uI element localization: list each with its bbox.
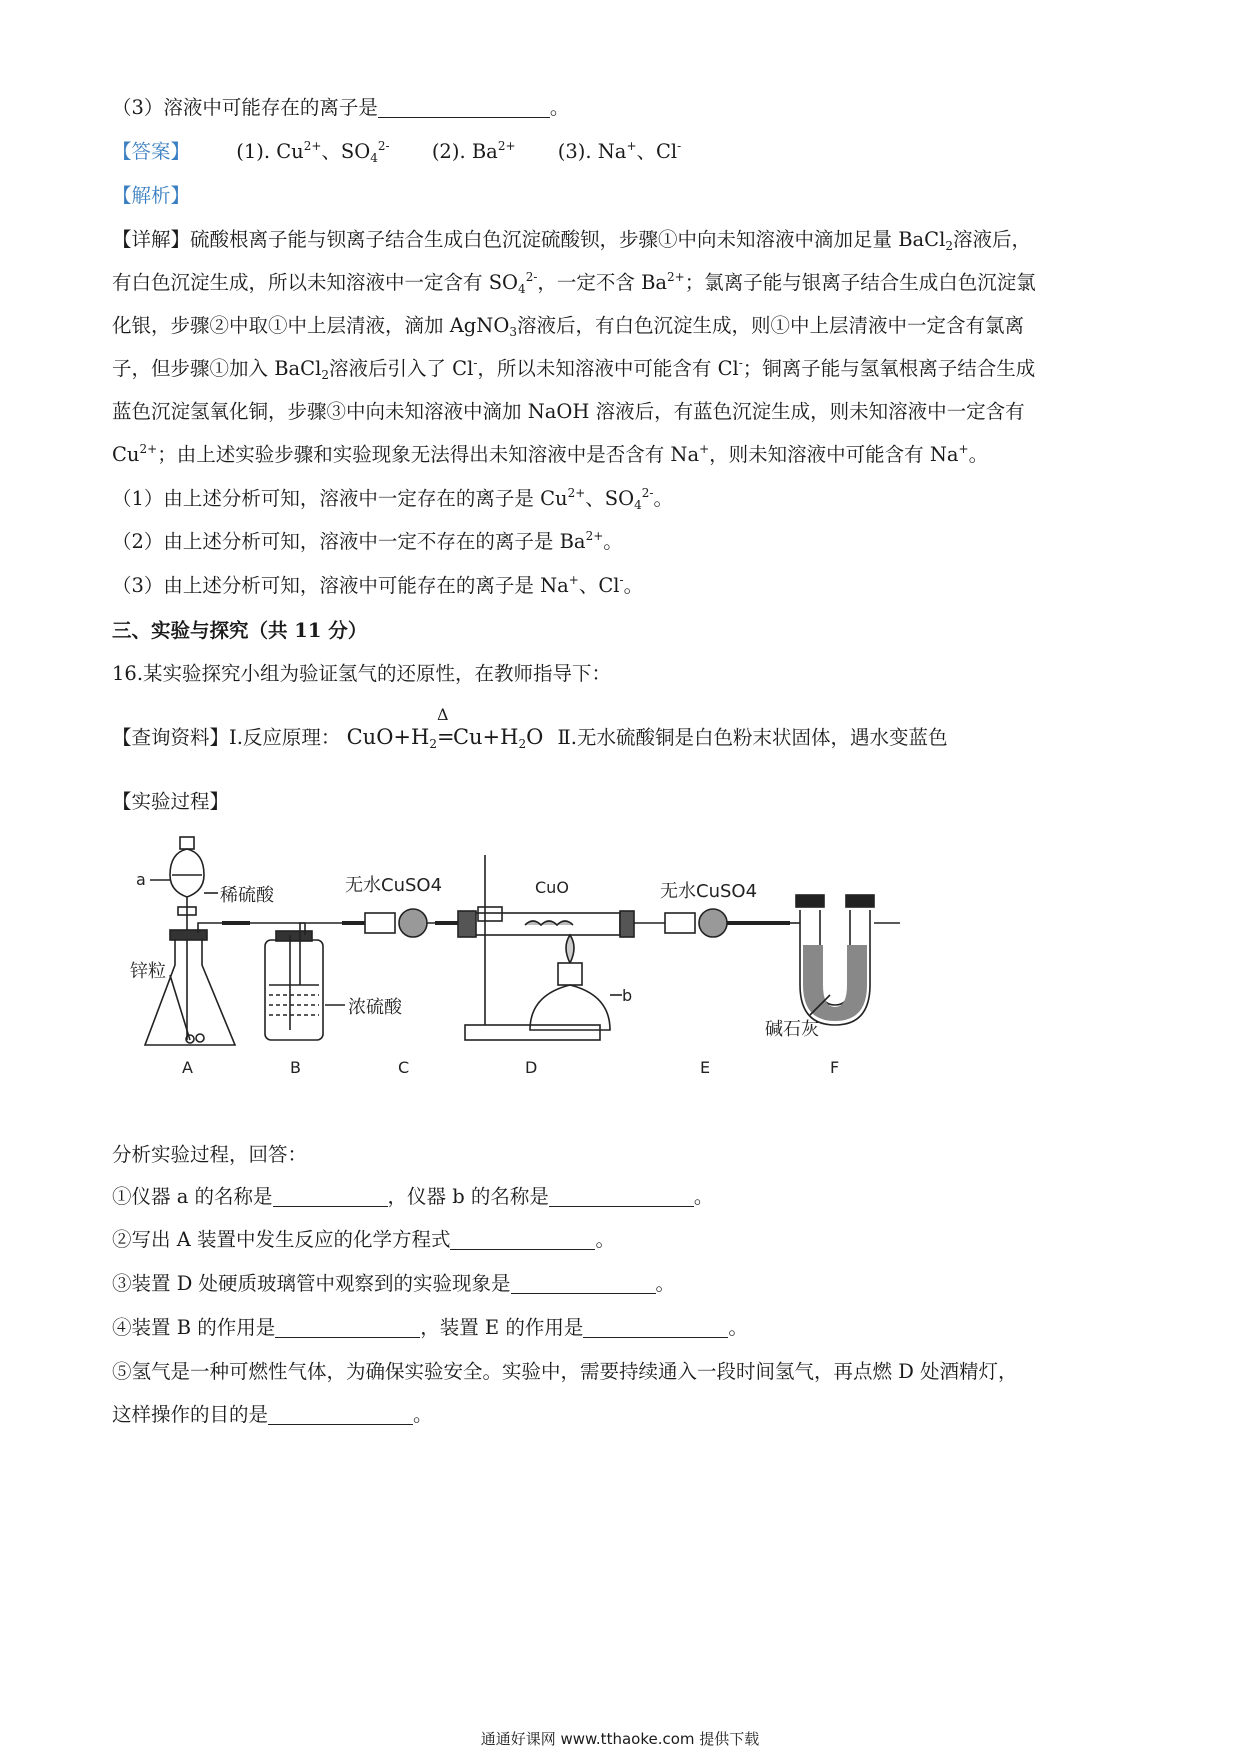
detail-line-2: 有白色沉淀生成，所以未知溶液中一定含有 $SO_4^{2-}$，一定不含 $Ba^{2+}$；氯离子能与银离子结合生成白色沉淀氯 bbox=[112, 270, 1036, 296]
answer-line bbox=[112, 138, 681, 166]
answer-2: (2). $Ba^{2+}$ bbox=[431, 139, 516, 163]
label-b: b bbox=[622, 986, 633, 1005]
reaction-equation: $CuO+H_2$ Δ $=Cu+H_2O$ bbox=[347, 725, 544, 749]
question-3: ③装置 D 处硬质玻璃管中观察到的实验现象是 。 bbox=[112, 1272, 676, 1295]
answer-1: (1). $Cu^{2+}$、$SO_4^{2-}$ bbox=[236, 139, 390, 165]
apparatus-diagram bbox=[130, 835, 1030, 1090]
answer-blank[interactable] bbox=[273, 1186, 388, 1207]
answer-label: 【答案】 bbox=[112, 140, 191, 163]
label-cuo: CuO bbox=[535, 878, 569, 897]
label-anhydrous-cuso4-1: 无水CuSO4 bbox=[345, 875, 443, 896]
wash-bottle-b bbox=[265, 940, 323, 1040]
process-label: 【实验过程】 bbox=[112, 790, 230, 813]
question-2: ②写出 A 装置中发生反应的化学方程式 。 bbox=[112, 1228, 615, 1251]
q16-intro: 16.某实验探究小组为验证氢气的还原性，在教师指导下： bbox=[112, 662, 612, 685]
label-soda-lime: 碱石灰 bbox=[765, 1019, 819, 1040]
answer-blank[interactable] bbox=[268, 1404, 413, 1425]
label-A: A bbox=[182, 1058, 193, 1077]
answer-blank[interactable] bbox=[549, 1186, 694, 1207]
drying-tube-e bbox=[665, 913, 695, 933]
question-4: ④装置 B 的作用是 ，装置 E 的作用是 。 bbox=[112, 1316, 748, 1339]
conclusion-3: （3）由上述分析可知，溶液中可能存在的离子是 Na+、Cl-。 bbox=[112, 573, 644, 597]
alcohol-lamp-b bbox=[530, 985, 610, 1030]
answer-blank[interactable] bbox=[583, 1317, 728, 1338]
separatory-funnel bbox=[170, 849, 204, 897]
answer-blank[interactable] bbox=[275, 1317, 420, 1338]
answer-3: (3). Na+、Cl- bbox=[557, 139, 682, 163]
answer-blank[interactable] bbox=[450, 1229, 595, 1250]
drying-tube-c bbox=[365, 913, 395, 933]
label-anhydrous-cuso4-2: 无水CuSO4 bbox=[660, 881, 758, 902]
label-conc-acid: 浓硫酸 bbox=[348, 997, 402, 1018]
label-C: C bbox=[398, 1058, 410, 1077]
label-a: a bbox=[136, 870, 146, 889]
label-D: D bbox=[525, 1058, 538, 1077]
footer: 通通好课网 www.tthaoke.com 提供下载 bbox=[480, 1730, 760, 1748]
question-5-cont: 这样操作的目的是 。 bbox=[112, 1403, 433, 1426]
q15-part3: （3）溶液中可能存在的离子是 。 bbox=[112, 96, 570, 119]
conclusion-1: （1）由上述分析可知，溶液中一定存在的离子是 $Cu^{2+}$、$SO_4^{2-}$。 bbox=[112, 486, 674, 512]
answer-blank[interactable] bbox=[511, 1273, 656, 1294]
question-5: ⑤氢气是一种可燃性气体，为确保实验安全。实验中，需要持续通入一段时间氢气，再点燃 D 处酒精灯， bbox=[112, 1360, 1018, 1383]
conclusion-2: （2）由上述分析可知，溶液中一定不存在的离子是 $Ba^{2+}$。 bbox=[112, 529, 623, 553]
detail-line-4: 子，但步骤①加入 BaCl$_2$溶液后引入了 Cl-，所以未知溶液中可能含有 Cl-；铜离子能与氢氧根离子结合生成 bbox=[112, 356, 1036, 382]
label-E: E bbox=[700, 1058, 711, 1077]
label-B: B bbox=[290, 1058, 301, 1077]
analysis-label: 【解析】 bbox=[112, 184, 191, 207]
answer-blank[interactable] bbox=[378, 97, 550, 118]
label-dilute-acid: 稀硫酸 bbox=[220, 885, 274, 906]
questions-intro: 分析实验过程，回答： bbox=[112, 1143, 308, 1166]
heat-symbol: Δ bbox=[436, 705, 449, 724]
detail-line-1: 【详解】硫酸根离子能与钡离子结合生成白色沉淀硫酸钡，步骤①中向未知溶液中滴加足量 BaCl$_2$溶液后， bbox=[112, 228, 1031, 253]
conical-flask-a bbox=[145, 935, 235, 1045]
section-heading: 三、实验与探究（共 11 分） bbox=[112, 619, 368, 642]
detail-line-6: $Cu^{2+}$；由上述实验步骤和实验现象无法得出未知溶液中是否含有 Na+，则未知溶液中可能含有 Na+。 bbox=[112, 442, 989, 466]
label-zinc: 锌粒 bbox=[130, 961, 166, 982]
question-1: ①仪器 a 的名称是 ，仪器 b 的名称是 。 bbox=[112, 1185, 714, 1208]
detail-line-3: 化银，步骤②中取①中上层清液，滴加 AgNO$_3$溶液后，有白色沉淀生成，则①中上层清液中一定含有氯离 bbox=[112, 314, 1024, 339]
detail-line-5: 蓝色沉淀氢氧化铜，步骤③中向未知溶液中滴加 NaOH 溶液后，有蓝色沉淀生成，则未知溶液中一定含有 bbox=[112, 400, 1025, 423]
reference-line: 【查询资料】Ⅰ.反应原理： $CuO+H_2$ Δ $=Cu+H_2O$ Ⅱ.无水硫酸铜是白色粉末状固体，遇水变蓝色 bbox=[112, 723, 948, 752]
label-F: F bbox=[830, 1058, 840, 1077]
